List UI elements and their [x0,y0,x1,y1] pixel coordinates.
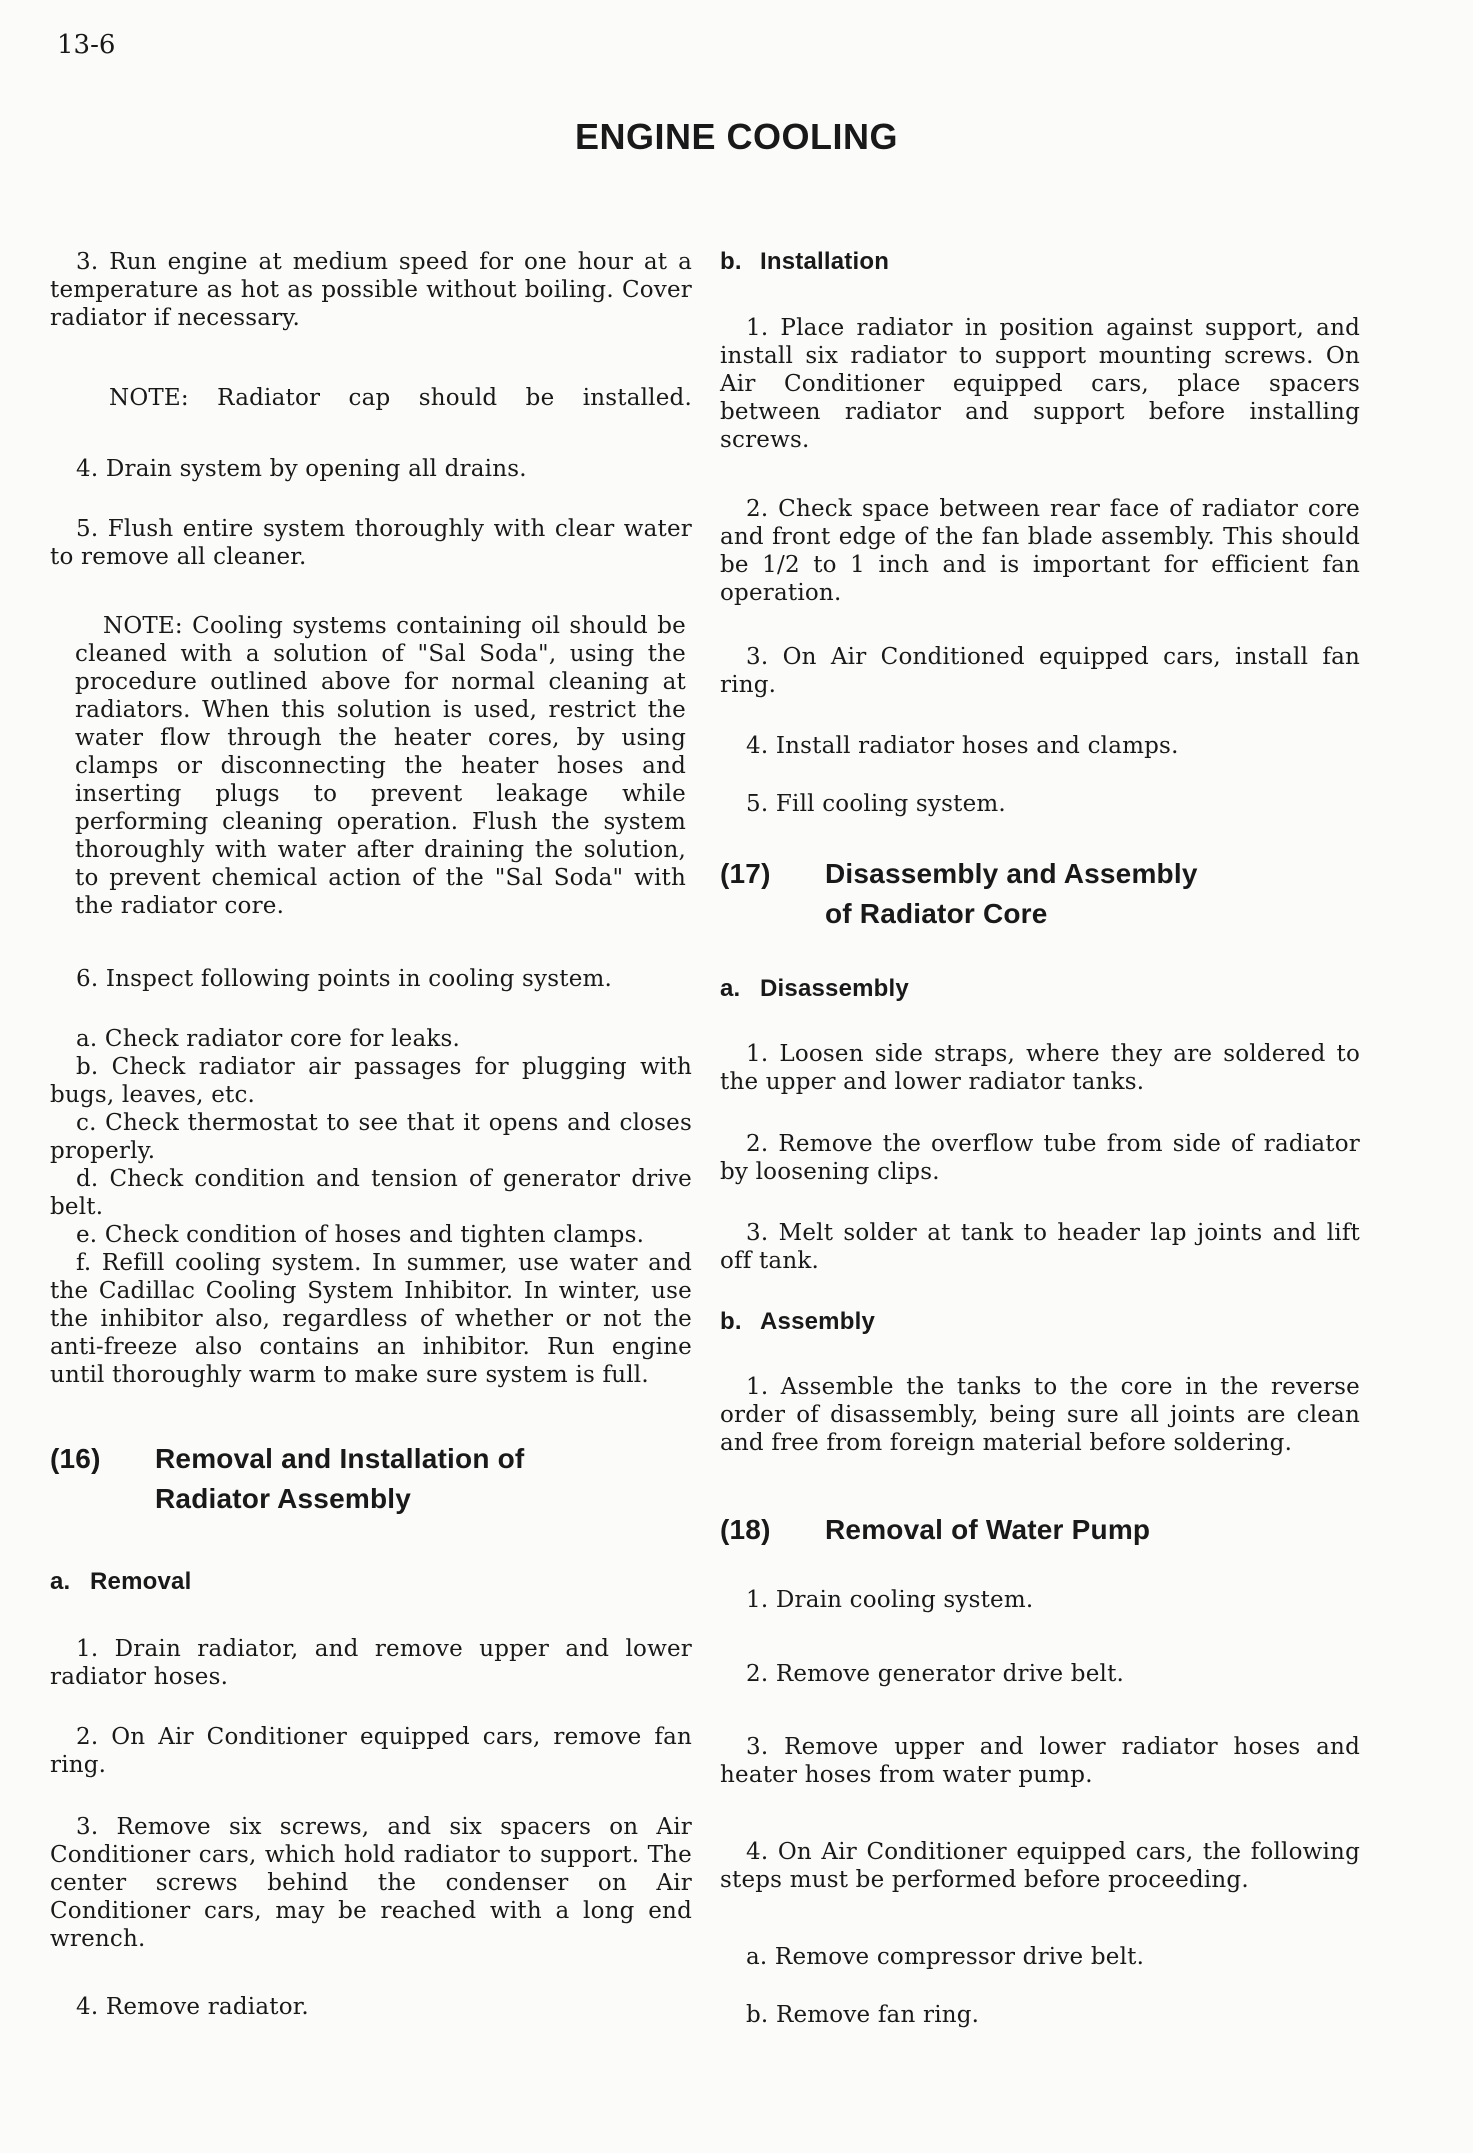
water-pump-step-1: 1. Drain cooling system. [746,1587,1034,1613]
section-16-title-line1: Removal and Installation of [155,1443,525,1474]
removal-step-1: 1. Drain radiator, and remove upper and lower radiator hoses. [50,1636,692,1690]
paragraph-drain-system: 4. Drain system by opening all drains. [76,456,527,482]
section-16-heading [50,1439,692,1519]
water-pump-step-2: 2. Remove generator drive belt. [746,1661,1125,1687]
disassembly-step-1: 1. Loosen side straps, where they are soldered to the upper and lower radiator tanks. [720,1041,1360,1095]
section-18-title [825,1510,1150,1550]
subheading-removal-prefix: a. [50,1568,71,1595]
note-sal-soda: NOTE: Cooling systems containing oil should be cleaned with a solution of "Sal Soda", using the procedure outlined above for normal cleaning at radiators. When this solution is used, restrict the water flow through the heater cores, by using clamps or disconnecting the heater hoses and inserting plugs to prevent leakage while performing cleaning operation. Flush the system thoroughly with water after draining the solution, to prevent chemical action of the "Sal Soda" with the radiator core. [75,613,686,919]
installation-step-4: 4. Install radiator hoses and clamps. [746,733,1179,759]
assembly-step-1: 1. Assemble the tanks to the core in the reverse order of disassembly, being sure all joints are clean and free from foreign material before soldering. [720,1374,1360,1456]
note-radiator-cap: NOTE: Radiator cap should be installed. [109,385,692,411]
water-pump-substep-b: b. Remove fan ring. [746,2002,980,2028]
subheading-removal [50,1567,692,1597]
check-item-a: a. Check radiator core for leaks. [76,1026,461,1052]
section-18-heading [720,1510,1360,1550]
disassembly-step-2: 2. Remove the overflow tube from side of radiator by loosening clips. [720,1131,1360,1185]
subheading-disassembly [720,974,1360,1004]
section-16-number: (16) [50,1443,101,1474]
subheading-disassembly-label: Disassembly [760,975,909,1002]
subheading-assembly [720,1307,1360,1337]
section-18-title-line1: Removal of Water Pump [825,1514,1151,1545]
page-number: 13-6 [57,30,116,60]
removal-step-4: 4. Remove radiator. [76,1994,309,2020]
subheading-removal-label: Removal [90,1568,192,1595]
inspection-check-list [50,1025,692,1389]
section-17-title [825,854,1198,934]
section-16-title [155,1439,524,1519]
water-pump-substep-a: a. Remove compressor drive belt. [746,1944,1145,1970]
removal-step-2: 2. On Air Conditioner equipped cars, remove fan ring. [50,1724,692,1778]
subheading-installation-prefix: b. [720,248,742,275]
page-title: ENGINE COOLING [574,116,899,157]
subheading-assembly-prefix: b. [720,1308,742,1335]
check-item-e: e. Check condition of hoses and tighten clamps. [76,1222,645,1248]
removal-step-3: 3. Remove six screws, and six spacers on Air Conditioner cars, which hold radiator to support. The center screws behind the condenser on Air Conditioner cars, may be reached with a long end wrench. [50,1814,692,1952]
section-17-title-line2: of Radiator Core [825,898,1048,929]
check-item-b: b. Check radiator air passages for plugging with bugs, leaves, etc. [50,1054,692,1108]
subheading-installation-label: Installation [760,248,890,275]
paragraph-inspect-points: 6. Inspect following points in cooling system. [76,966,613,992]
right-column [720,247,1360,2029]
section-17-heading [720,854,1360,934]
check-item-c: c. Check thermostat to see that it opens and closes properly. [50,1110,692,1164]
section-17-number: (17) [720,858,771,889]
subheading-installation [720,247,1360,277]
installation-step-5: 5. Fill cooling system. [746,791,1006,817]
installation-step-3: 3. On Air Conditioned equipped cars, install fan ring. [720,644,1360,698]
check-item-d: d. Check condition and tension of generator drive belt. [50,1166,692,1220]
left-column [50,248,692,2021]
subheading-disassembly-prefix: a. [720,975,741,1002]
installation-step-1: 1. Place radiator in position against support, and install six radiator to support mounting screws. On Air Conditioner equipped cars, place spacers between radiator and support before installing screws. [720,315,1360,453]
paragraph-flush-system: 5. Flush entire system thoroughly with clear water to remove all cleaner. [50,516,692,570]
water-pump-step-3: 3. Remove upper and lower radiator hoses and heater hoses from water pump. [720,1734,1360,1788]
paragraph-run-engine: 3. Run engine at medium speed for one hour at a temperature as hot as possible without boiling. Cover radiator if necessary. [50,249,692,331]
check-item-f: f. Refill cooling system. In summer, use water and the Cadillac Cooling System Inhibitor. In winter, use the inhibitor also, regardless of whether or not the anti-freeze also contains an inhibitor. Run engine until thoroughly warm to make sure system is full. [50,1250,692,1388]
section-16-title-line2: Radiator Assembly [155,1483,412,1514]
subheading-assembly-label: Assembly [760,1308,875,1335]
water-pump-step-4: 4. On Air Conditioner equipped cars, the following steps must be performed before proceeding. [720,1839,1360,1893]
installation-step-2: 2. Check space between rear face of radiator core and front edge of the fan blade assembly. This should be 1/2 to 1 inch and is important for efficient fan operation. [720,496,1360,606]
section-18-number: (18) [720,1514,771,1545]
disassembly-step-3: 3. Melt solder at tank to header lap joints and lift off tank. [720,1220,1360,1274]
section-17-title-line1: Disassembly and Assembly [825,858,1198,889]
